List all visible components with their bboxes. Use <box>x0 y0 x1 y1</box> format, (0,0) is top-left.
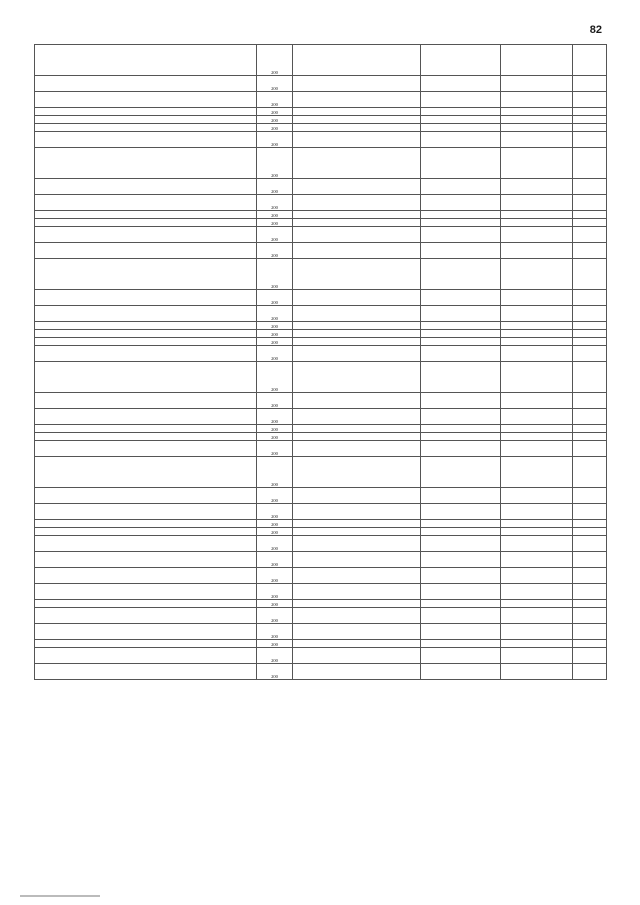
row-approved-amount <box>421 243 501 259</box>
row-line-code: 200 <box>257 219 293 227</box>
row-executed-amount <box>501 124 573 132</box>
row-unexecuted-amount <box>573 148 607 179</box>
row-unexecuted-amount <box>573 600 607 608</box>
row-budget-classification-code <box>293 664 421 680</box>
table-row <box>35 608 607 624</box>
row-description <box>35 290 257 306</box>
row-unexecuted-amount <box>573 211 607 219</box>
table-body <box>35 45 607 680</box>
row-budget-classification-code <box>293 568 421 584</box>
row-approved-amount <box>421 409 501 425</box>
row-description <box>35 425 257 433</box>
row-executed-amount <box>501 608 573 624</box>
row-unexecuted-amount <box>573 568 607 584</box>
row-unexecuted-amount <box>573 648 607 664</box>
row-description <box>35 608 257 624</box>
row-budget-classification-code <box>293 409 421 425</box>
row-budget-classification-code <box>293 116 421 124</box>
row-line-code: 200 <box>257 148 293 179</box>
row-description <box>35 584 257 600</box>
row-budget-classification-code <box>293 306 421 322</box>
row-description <box>35 179 257 195</box>
table-row <box>35 520 607 528</box>
row-approved-amount <box>421 624 501 640</box>
row-budget-classification-code <box>293 195 421 211</box>
table-row <box>35 648 607 664</box>
row-unexecuted-amount <box>573 290 607 306</box>
table-row <box>35 393 607 409</box>
row-executed-amount <box>501 243 573 259</box>
row-line-code: 200 <box>257 306 293 322</box>
row-unexecuted-amount <box>573 76 607 92</box>
row-line-code: 200 <box>257 528 293 536</box>
row-executed-amount <box>501 362 573 393</box>
row-unexecuted-amount <box>573 488 607 504</box>
row-description <box>35 243 257 259</box>
row-line-code: 200 <box>257 259 293 290</box>
row-line-code: 200 <box>257 132 293 148</box>
row-description <box>35 393 257 409</box>
row-executed-amount <box>501 584 573 600</box>
row-budget-classification-code <box>293 346 421 362</box>
row-description <box>35 322 257 330</box>
table-row <box>35 640 607 648</box>
row-line-code: 200 <box>257 584 293 600</box>
row-unexecuted-amount <box>573 409 607 425</box>
row-approved-amount <box>421 608 501 624</box>
table-row <box>35 116 607 124</box>
row-approved-amount <box>421 640 501 648</box>
row-unexecuted-amount <box>573 330 607 338</box>
row-line-code: 200 <box>257 608 293 624</box>
row-unexecuted-amount <box>573 219 607 227</box>
row-budget-classification-code <box>293 124 421 132</box>
row-unexecuted-amount <box>573 259 607 290</box>
row-line-code: 200 <box>257 433 293 441</box>
row-approved-amount <box>421 362 501 393</box>
row-description <box>35 227 257 243</box>
table-row <box>35 504 607 520</box>
row-unexecuted-amount <box>573 504 607 520</box>
row-unexecuted-amount <box>573 608 607 624</box>
row-unexecuted-amount <box>573 322 607 330</box>
row-executed-amount <box>501 600 573 608</box>
row-executed-amount <box>501 441 573 457</box>
table-row <box>35 76 607 92</box>
row-line-code: 200 <box>257 393 293 409</box>
row-approved-amount <box>421 488 501 504</box>
row-executed-amount <box>501 195 573 211</box>
table-row <box>35 322 607 330</box>
row-description <box>35 116 257 124</box>
row-executed-amount <box>501 504 573 520</box>
row-budget-classification-code <box>293 243 421 259</box>
row-description <box>35 306 257 322</box>
row-budget-classification-code <box>293 179 421 195</box>
row-approved-amount <box>421 306 501 322</box>
row-line-code: 200 <box>257 536 293 552</box>
table-row <box>35 259 607 290</box>
row-executed-amount <box>501 322 573 330</box>
row-executed-amount <box>501 179 573 195</box>
table-row <box>35 92 607 108</box>
row-approved-amount <box>421 179 501 195</box>
row-approved-amount <box>421 568 501 584</box>
table-row <box>35 243 607 259</box>
table-row <box>35 346 607 362</box>
row-budget-classification-code <box>293 536 421 552</box>
row-executed-amount <box>501 116 573 124</box>
row-approved-amount <box>421 536 501 552</box>
row-approved-amount <box>421 457 501 488</box>
row-budget-classification-code <box>293 148 421 179</box>
row-line-code: 200 <box>257 195 293 211</box>
row-budget-classification-code <box>293 227 421 243</box>
table-row <box>35 600 607 608</box>
row-line-code: 200 <box>257 243 293 259</box>
row-approved-amount <box>421 259 501 290</box>
row-description <box>35 124 257 132</box>
row-unexecuted-amount <box>573 132 607 148</box>
row-approved-amount <box>421 132 501 148</box>
row-unexecuted-amount <box>573 425 607 433</box>
row-description <box>35 488 257 504</box>
row-unexecuted-amount <box>573 195 607 211</box>
row-line-code: 200 <box>257 322 293 330</box>
row-executed-amount <box>501 457 573 488</box>
row-executed-amount <box>501 227 573 243</box>
row-approved-amount <box>421 76 501 92</box>
table-row <box>35 488 607 504</box>
row-approved-amount <box>421 520 501 528</box>
page-number: 82 <box>589 24 602 36</box>
row-line-code: 200 <box>257 116 293 124</box>
row-line-code: 200 <box>257 441 293 457</box>
row-executed-amount <box>501 425 573 433</box>
row-executed-amount <box>501 664 573 680</box>
table-row <box>35 148 607 179</box>
row-line-code: 200 <box>257 504 293 520</box>
row-budget-classification-code <box>293 520 421 528</box>
row-budget-classification-code <box>293 624 421 640</box>
row-executed-amount <box>501 552 573 568</box>
row-budget-classification-code <box>293 433 421 441</box>
row-line-code: 200 <box>257 362 293 393</box>
row-budget-classification-code <box>293 425 421 433</box>
row-budget-classification-code <box>293 362 421 393</box>
row-approved-amount <box>421 425 501 433</box>
row-budget-classification-code <box>293 504 421 520</box>
row-description <box>35 219 257 227</box>
table-row <box>35 433 607 441</box>
row-description <box>35 664 257 680</box>
table-row <box>35 45 607 76</box>
row-description <box>35 330 257 338</box>
row-unexecuted-amount <box>573 227 607 243</box>
row-unexecuted-amount <box>573 552 607 568</box>
row-line-code: 200 <box>257 648 293 664</box>
row-approved-amount <box>421 504 501 520</box>
row-unexecuted-amount <box>573 528 607 536</box>
row-budget-classification-code <box>293 441 421 457</box>
row-unexecuted-amount <box>573 124 607 132</box>
row-approved-amount <box>421 664 501 680</box>
row-description <box>35 211 257 219</box>
row-approved-amount <box>421 528 501 536</box>
row-description <box>35 441 257 457</box>
row-approved-amount <box>421 92 501 108</box>
row-approved-amount <box>421 148 501 179</box>
row-line-code: 200 <box>257 640 293 648</box>
row-executed-amount <box>501 330 573 338</box>
row-description <box>35 568 257 584</box>
table-row <box>35 441 607 457</box>
row-description <box>35 92 257 108</box>
row-budget-classification-code <box>293 259 421 290</box>
table-row <box>35 306 607 322</box>
row-approved-amount <box>421 322 501 330</box>
table-row <box>35 124 607 132</box>
row-approved-amount <box>421 227 501 243</box>
row-unexecuted-amount <box>573 45 607 76</box>
row-description <box>35 648 257 664</box>
row-line-code: 200 <box>257 457 293 488</box>
table-row <box>35 338 607 346</box>
table-row <box>35 179 607 195</box>
row-executed-amount <box>501 433 573 441</box>
row-description <box>35 148 257 179</box>
row-unexecuted-amount <box>573 433 607 441</box>
row-description <box>35 338 257 346</box>
row-unexecuted-amount <box>573 441 607 457</box>
row-budget-classification-code <box>293 528 421 536</box>
row-executed-amount <box>501 45 573 76</box>
row-executed-amount <box>501 108 573 116</box>
row-executed-amount <box>501 338 573 346</box>
row-unexecuted-amount <box>573 338 607 346</box>
row-line-code: 200 <box>257 409 293 425</box>
table-row <box>35 457 607 488</box>
row-description <box>35 108 257 116</box>
row-approved-amount <box>421 116 501 124</box>
table-row <box>35 211 607 219</box>
row-line-code: 200 <box>257 568 293 584</box>
table-row <box>35 664 607 680</box>
row-description <box>35 536 257 552</box>
row-executed-amount <box>501 488 573 504</box>
row-line-code: 200 <box>257 108 293 116</box>
row-description <box>35 362 257 393</box>
row-line-code: 200 <box>257 346 293 362</box>
table-row <box>35 624 607 640</box>
row-executed-amount <box>501 306 573 322</box>
row-approved-amount <box>421 600 501 608</box>
row-executed-amount <box>501 568 573 584</box>
row-line-code: 200 <box>257 338 293 346</box>
row-description <box>35 45 257 76</box>
row-unexecuted-amount <box>573 243 607 259</box>
row-description <box>35 132 257 148</box>
row-line-code: 200 <box>257 552 293 568</box>
table-row <box>35 568 607 584</box>
row-budget-classification-code <box>293 92 421 108</box>
row-unexecuted-amount <box>573 624 607 640</box>
table-row <box>35 219 607 227</box>
row-unexecuted-amount <box>573 306 607 322</box>
row-approved-amount <box>421 45 501 76</box>
row-executed-amount <box>501 148 573 179</box>
row-budget-classification-code <box>293 640 421 648</box>
row-executed-amount <box>501 346 573 362</box>
row-unexecuted-amount <box>573 664 607 680</box>
row-approved-amount <box>421 219 501 227</box>
row-unexecuted-amount <box>573 457 607 488</box>
row-line-code: 200 <box>257 520 293 528</box>
row-budget-classification-code <box>293 132 421 148</box>
row-budget-classification-code <box>293 393 421 409</box>
row-line-code: 200 <box>257 425 293 433</box>
table-row <box>35 108 607 116</box>
row-approved-amount <box>421 108 501 116</box>
row-description <box>35 409 257 425</box>
row-approved-amount <box>421 330 501 338</box>
row-budget-classification-code <box>293 322 421 330</box>
row-description <box>35 600 257 608</box>
row-description <box>35 195 257 211</box>
row-line-code: 200 <box>257 624 293 640</box>
row-approved-amount <box>421 211 501 219</box>
table-row <box>35 584 607 600</box>
row-unexecuted-amount <box>573 108 607 116</box>
row-approved-amount <box>421 290 501 306</box>
row-unexecuted-amount <box>573 584 607 600</box>
row-description <box>35 624 257 640</box>
scan-artifact <box>20 895 100 897</box>
row-executed-amount <box>501 624 573 640</box>
table-row <box>35 409 607 425</box>
row-description <box>35 346 257 362</box>
row-approved-amount <box>421 195 501 211</box>
row-line-code: 200 <box>257 124 293 132</box>
budget-report-table <box>34 44 607 680</box>
row-line-code: 200 <box>257 290 293 306</box>
row-executed-amount <box>501 290 573 306</box>
row-approved-amount <box>421 124 501 132</box>
row-description <box>35 640 257 648</box>
row-budget-classification-code <box>293 552 421 568</box>
row-budget-classification-code <box>293 338 421 346</box>
row-approved-amount <box>421 338 501 346</box>
row-budget-classification-code <box>293 76 421 92</box>
row-budget-classification-code <box>293 330 421 338</box>
row-line-code: 200 <box>257 45 293 76</box>
row-description <box>35 504 257 520</box>
row-description <box>35 528 257 536</box>
row-executed-amount <box>501 409 573 425</box>
row-approved-amount <box>421 648 501 664</box>
row-unexecuted-amount <box>573 520 607 528</box>
table-row <box>35 362 607 393</box>
row-budget-classification-code <box>293 45 421 76</box>
row-description <box>35 457 257 488</box>
row-executed-amount <box>501 219 573 227</box>
row-description <box>35 520 257 528</box>
row-line-code: 200 <box>257 179 293 195</box>
row-unexecuted-amount <box>573 536 607 552</box>
row-description <box>35 552 257 568</box>
row-unexecuted-amount <box>573 393 607 409</box>
row-executed-amount <box>501 132 573 148</box>
row-executed-amount <box>501 520 573 528</box>
row-budget-classification-code <box>293 108 421 116</box>
table-row <box>35 536 607 552</box>
table-row <box>35 330 607 338</box>
row-line-code: 200 <box>257 488 293 504</box>
row-description <box>35 259 257 290</box>
row-budget-classification-code <box>293 600 421 608</box>
row-unexecuted-amount <box>573 346 607 362</box>
row-approved-amount <box>421 393 501 409</box>
row-executed-amount <box>501 259 573 290</box>
row-approved-amount <box>421 346 501 362</box>
row-approved-amount <box>421 441 501 457</box>
row-unexecuted-amount <box>573 640 607 648</box>
row-unexecuted-amount <box>573 179 607 195</box>
row-approved-amount <box>421 584 501 600</box>
row-approved-amount <box>421 552 501 568</box>
row-line-code: 200 <box>257 664 293 680</box>
row-line-code: 200 <box>257 76 293 92</box>
row-executed-amount <box>501 211 573 219</box>
row-budget-classification-code <box>293 219 421 227</box>
row-executed-amount <box>501 640 573 648</box>
row-executed-amount <box>501 92 573 108</box>
row-line-code: 200 <box>257 211 293 219</box>
table-row <box>35 528 607 536</box>
row-line-code: 200 <box>257 600 293 608</box>
table-row <box>35 227 607 243</box>
table-row <box>35 195 607 211</box>
row-unexecuted-amount <box>573 362 607 393</box>
row-executed-amount <box>501 648 573 664</box>
row-budget-classification-code <box>293 457 421 488</box>
row-description <box>35 433 257 441</box>
table-row <box>35 132 607 148</box>
row-description <box>35 76 257 92</box>
row-budget-classification-code <box>293 648 421 664</box>
row-executed-amount <box>501 536 573 552</box>
table-row <box>35 290 607 306</box>
row-unexecuted-amount <box>573 92 607 108</box>
row-executed-amount <box>501 393 573 409</box>
row-unexecuted-amount <box>573 116 607 124</box>
row-executed-amount <box>501 76 573 92</box>
row-line-code: 200 <box>257 330 293 338</box>
row-budget-classification-code <box>293 584 421 600</box>
row-line-code: 200 <box>257 92 293 108</box>
row-budget-classification-code <box>293 211 421 219</box>
row-budget-classification-code <box>293 488 421 504</box>
row-budget-classification-code <box>293 290 421 306</box>
row-executed-amount <box>501 528 573 536</box>
table-row <box>35 425 607 433</box>
table-row <box>35 552 607 568</box>
row-budget-classification-code <box>293 608 421 624</box>
row-approved-amount <box>421 433 501 441</box>
row-line-code: 200 <box>257 227 293 243</box>
